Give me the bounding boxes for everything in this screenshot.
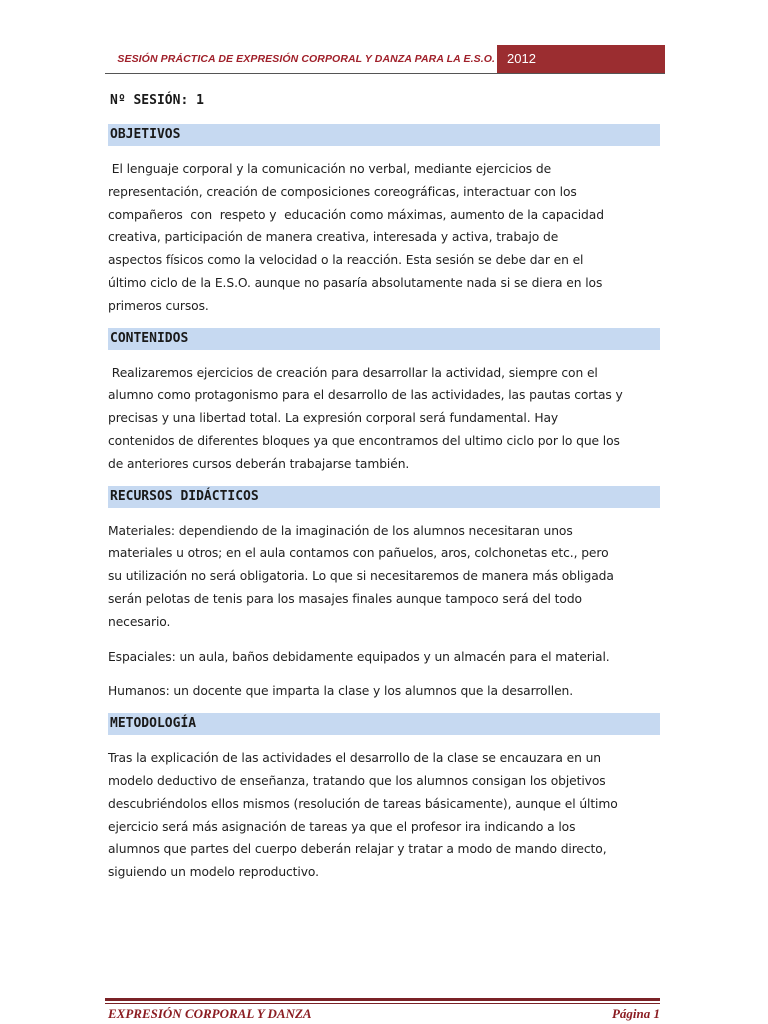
text-line: El lenguaje corporal y la comunicación no verbal, mediante ejercicios de xyxy=(108,162,552,176)
text-line: precisas y una libertad total. La expresión corporal será fundamental. Hay xyxy=(108,411,559,426)
footer-title: EXPRESIÓN CORPORAL Y DANZA xyxy=(108,1006,312,1021)
header-title: SESIÓN PRÁCTICA DE EXPRESIÓN CORPORAL Y DANZA PARA LA E.S.O. xyxy=(117,53,495,65)
paragraph xyxy=(108,158,660,318)
text-line: siguiendo un modelo reproductivo. xyxy=(108,865,319,880)
text-line: creativa, participación de manera creativa, interesada y activa, trabajo de xyxy=(108,230,559,245)
text-line: compañeros con respeto y educación como máximas, aumento de la capacidad xyxy=(108,207,604,222)
text-line: Realizaremos ejercicios de creación para desarrollar la actividad, siempre con el xyxy=(108,365,598,380)
text-line: contenidos de diferentes bloques ya que encontramos del ultimo ciclo por lo que los xyxy=(108,433,620,448)
text-line: descubriéndolos ellos mismos (resolución de tareas básicamente), aunque el último xyxy=(108,796,618,811)
paragraph-materiales xyxy=(108,520,660,634)
text-line: Tras la explicación de las actividades el desarrollo de la clase se encauzara en un xyxy=(108,751,601,766)
paragraph-espaciales: Espaciales: un aula, baños debidamente equipados y un almacén para el material. xyxy=(108,649,610,664)
footer-divider-thin xyxy=(105,1003,660,1004)
section-objetivos xyxy=(108,124,660,318)
text-line: aspectos físicos como la velocidad o la reacción. Esta sesión se debe dar en el xyxy=(108,253,584,268)
paragraph xyxy=(108,747,660,884)
session-number: Nº SESIÓN: 1 xyxy=(110,93,204,108)
paragraph-humanos: Humanos: un docente que imparta la clase y los alumnos que la desarrollen. xyxy=(108,684,574,699)
section-heading: RECURSOS DIDÁCTICOS xyxy=(108,486,660,508)
document-body xyxy=(108,88,660,894)
text-line: ejercicio será más asignación de tareas ya que el profesor ira indicando a los xyxy=(108,819,576,834)
text-line: alumno como protagonismo para el desarrollo de las actividades, las pautas cortas y xyxy=(108,388,623,403)
text-line: representación, creación de composiciones coreográficas, interactuar con los xyxy=(108,184,577,199)
header-year: 2012 xyxy=(497,45,665,73)
text-line: necesario. xyxy=(108,614,171,629)
section-metodologia xyxy=(108,713,660,884)
section-recursos xyxy=(108,486,660,704)
text-line: modelo deductivo de enseñanza, tratando que los alumnos consigan los objetivos xyxy=(108,773,606,788)
section-heading: CONTENIDOS xyxy=(108,328,660,350)
page-number: Página 1 xyxy=(611,1006,660,1021)
text-line: primeros cursos. xyxy=(108,298,209,313)
text-line: su utilización no será obligatoria. Lo que si necesitaremos de manera más obligada xyxy=(108,569,614,584)
text-line: Materiales: dependiendo de la imaginación de los alumnos necesitaran unos xyxy=(108,523,573,538)
section-heading: METODOLOGÍA xyxy=(108,713,660,735)
text-line: materiales u otros; en el aula contamos con pañuelos, aros, colchonetas etc., pero xyxy=(108,546,609,561)
section-contenidos xyxy=(108,328,660,476)
page-header xyxy=(105,45,665,74)
text-line: serán pelotas de tenis para los masajes finales aunque tampoco será del todo xyxy=(108,591,582,606)
text-line: alumnos que partes del cuerpo deberán relajar y tratar a modo de mando directo, xyxy=(108,842,607,857)
text-line: de anteriores cursos deberán trabajarse también. xyxy=(108,456,410,471)
paragraph xyxy=(108,362,660,476)
text-line: último ciclo de la E.S.O. aunque no pasaría absolutamente nada si se diera en los xyxy=(108,275,603,290)
section-heading: OBJETIVOS xyxy=(108,124,660,146)
footer-divider xyxy=(105,998,660,1001)
